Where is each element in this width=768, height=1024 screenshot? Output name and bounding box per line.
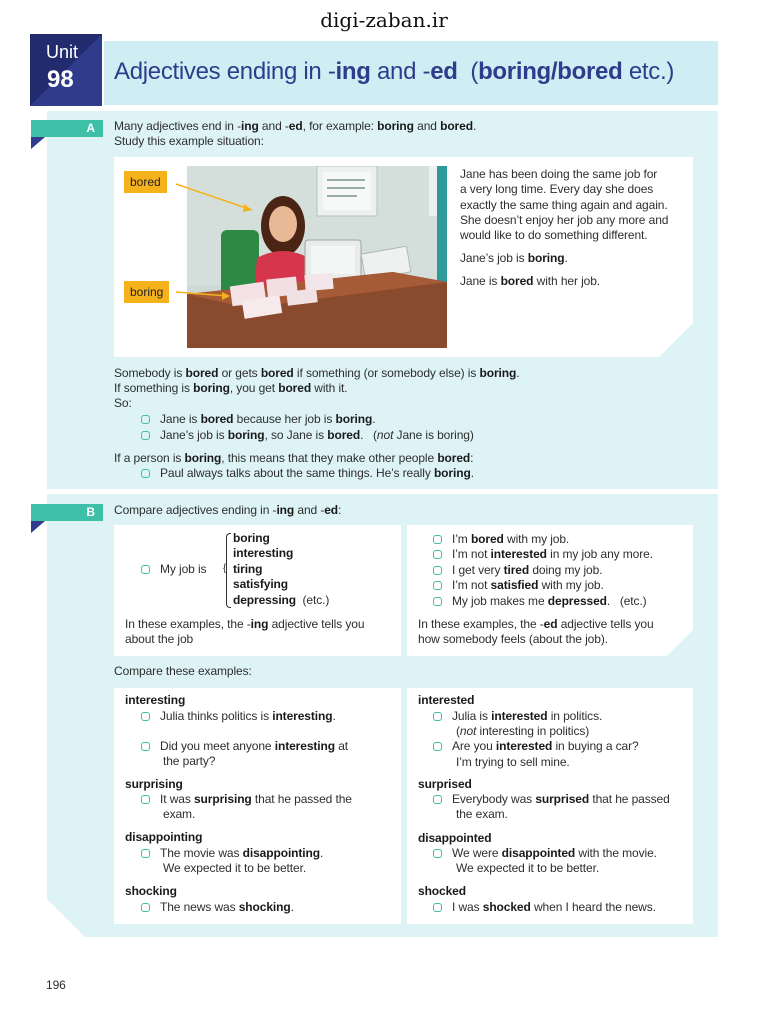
bullet-icon — [141, 415, 150, 424]
bullet-icon — [433, 712, 442, 721]
ing-note: In these examples, the -ing adjective tells you — [125, 617, 365, 631]
word-heading: disappointing — [125, 830, 203, 844]
title-part: / — [550, 58, 558, 85]
example-line: Did you meet anyone interesting at — [141, 739, 348, 754]
bullet-icon — [433, 581, 442, 590]
example-line: Jane is bored because her job is boring. — [141, 412, 375, 427]
word-heading: surprised — [418, 777, 472, 791]
section-b-tab — [31, 504, 103, 521]
ing-note-2: about the job — [125, 632, 194, 646]
bullet-icon — [433, 849, 442, 858]
jane-bored-line: Jane is bored with her job. — [460, 274, 601, 288]
site-watermark: digi-zaban.ir — [320, 8, 448, 32]
example-line-cont: exam. — [163, 807, 196, 821]
example-line-cont: the exam. — [456, 807, 508, 821]
rule-line: Somebody is bored or gets bored if something (or somebody else) is boring. — [114, 366, 520, 380]
section-a-intro-2: Study this example situation: — [114, 134, 264, 148]
story-line: a very long time. Every day she does — [460, 182, 654, 196]
example-line: Jane’s job is boring, so Jane is bored. (not Jane is boring) — [141, 428, 474, 443]
title-part: etc.) — [622, 58, 675, 85]
unit-label: Unit — [46, 42, 79, 62]
example-line-cont: (not interesting in politics) — [456, 724, 590, 738]
bullet-icon — [433, 742, 442, 751]
bullet-icon — [141, 903, 150, 912]
title-part: ( — [457, 58, 479, 85]
rule-line: If a person is boring, this means that they make other people bored: — [114, 451, 474, 465]
title-part: bored — [557, 58, 623, 85]
title-part: and - — [370, 58, 431, 85]
story-line: exactly the same thing again and again. — [460, 198, 668, 212]
ing-word: interesting — [233, 546, 294, 560]
ing-word: tiring — [233, 562, 263, 576]
tag-boring: boring — [124, 281, 169, 303]
page-number: 196 — [46, 978, 66, 992]
story-line: She doesn’t enjoy her job any more and — [460, 213, 669, 227]
brace-point: { — [223, 563, 227, 574]
jobs-boring-line: Jane’s job is boring. — [460, 251, 568, 265]
rule-line: If something is boring, you get bored with it. — [114, 381, 348, 395]
word-heading: shocked — [418, 884, 466, 898]
section-b-letter: B — [86, 505, 95, 519]
bullet-icon — [141, 469, 150, 478]
ed-example-line: I’m bored with my job. — [433, 532, 569, 547]
ing-word: satisfying — [233, 577, 289, 591]
example-line: The news was shocking. — [141, 900, 294, 915]
bullet-icon — [141, 431, 150, 440]
example-line-cont: We expected it to be better. — [456, 861, 600, 875]
ing-word: depressing (etc.) — [233, 593, 330, 607]
ed-note-2: how somebody feels (about the job). — [418, 632, 608, 646]
example-line: Everybody was surprised that he passed — [433, 792, 670, 807]
title-part: ed — [430, 58, 458, 85]
bullet-icon — [141, 742, 150, 751]
bullet-icon — [141, 849, 150, 858]
bullet-icon — [433, 535, 442, 544]
bullet-icon — [433, 597, 442, 606]
brace — [226, 533, 231, 608]
story-line: Jane has been doing the same job for — [460, 167, 658, 181]
example-line: The movie was disappointing. — [141, 846, 323, 861]
compare-label: Compare these examples: — [114, 664, 252, 678]
title-part: Adjectives ending in - — [114, 58, 336, 85]
bullet-icon — [433, 903, 442, 912]
word-heading: shocking — [125, 884, 177, 898]
example-line-cont: the party? — [163, 754, 216, 768]
example-line: I was shocked when I heard the news. — [433, 900, 656, 915]
title-part: ing — [335, 58, 371, 85]
title-part: boring — [478, 58, 551, 85]
ing-word: boring — [233, 531, 270, 545]
ed-example-line: I get very tired doing my job. — [433, 563, 602, 578]
tag-bored: bored — [124, 171, 167, 193]
bullet-icon — [433, 566, 442, 575]
section-a-letter: A — [86, 121, 95, 135]
word-heading: interested — [418, 693, 475, 707]
bullet-icon — [141, 712, 150, 721]
example-line-cont: We expected it to be better. — [163, 861, 307, 875]
etc-label: (etc.) — [302, 593, 330, 607]
word-heading: disappointed — [418, 831, 492, 845]
bullet-icon — [141, 565, 150, 574]
ed-example-line: I’m not satisfied with my job. — [433, 578, 604, 593]
ed-example-line: I’m not interested in my job any more. — [433, 547, 653, 562]
my-job-is-line: My job is — [141, 562, 206, 577]
story-line: would like to do something different. — [460, 228, 648, 242]
bullet-icon — [433, 550, 442, 559]
section-b-intro: Compare adjectives ending in -ing and -ed: — [114, 503, 342, 517]
unit-number: 98 — [47, 66, 74, 93]
bullet-icon — [433, 795, 442, 804]
bullet-icon — [141, 795, 150, 804]
example-line-cont: I’m trying to sell mine. — [456, 755, 570, 769]
ed-example-line: My job makes me depressed. (etc.) — [433, 594, 647, 609]
example-line: We were disappointed with the movie. — [433, 846, 657, 861]
so-label: So: — [114, 396, 132, 410]
example-line: Are you interested in buying a car? — [433, 739, 639, 754]
word-heading: surprising — [125, 777, 183, 791]
ed-note: In these examples, the -ed adjective tells you — [418, 617, 654, 631]
word-heading: interesting — [125, 693, 186, 707]
example-line: It was surprising that he passed the — [141, 792, 352, 807]
example-line: Julia thinks politics is interesting. — [141, 709, 336, 724]
section-a-intro: Many adjectives end in -ing and -ed, for example: boring and bored. — [114, 119, 477, 133]
example-line: Julia is interested in politics. — [433, 709, 602, 724]
example-line: Paul always talks about the same things. He’s really boring. — [141, 466, 474, 481]
